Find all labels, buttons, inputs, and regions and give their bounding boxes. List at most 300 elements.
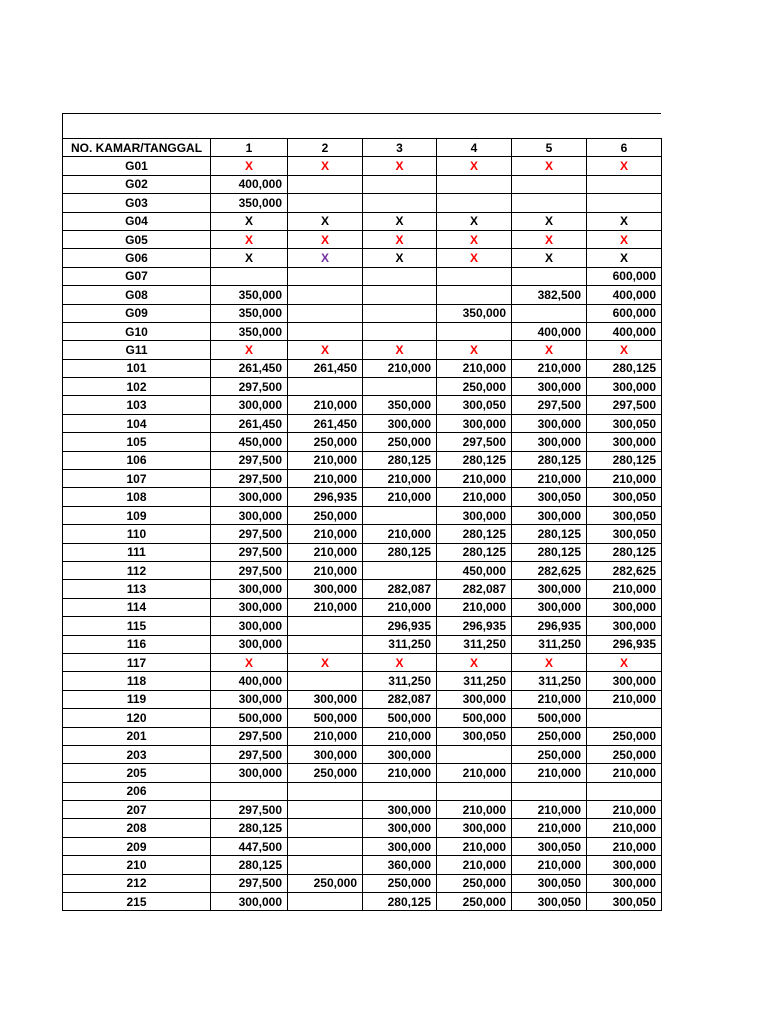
room-number: 212	[63, 874, 211, 892]
rate-cell	[512, 304, 587, 322]
rate-cell: 210,000	[288, 451, 363, 469]
rate-cell: 261,450	[211, 359, 288, 377]
room-number: 203	[63, 745, 211, 763]
rate-cell	[288, 801, 363, 819]
rate-cell: 311,250	[363, 635, 437, 653]
unavailable-mark: X	[512, 341, 587, 359]
table-row	[63, 212, 662, 230]
table-row	[63, 801, 662, 819]
table-row	[63, 672, 662, 690]
rate-cell: 210,000	[512, 359, 587, 377]
rate-cell	[363, 561, 437, 579]
room-number: 118	[63, 672, 211, 690]
unavailable-mark: X	[587, 157, 662, 175]
rate-cell	[288, 782, 363, 800]
table-row	[63, 506, 662, 524]
rate-cell: 300,000	[211, 396, 288, 414]
rate-cell: 210,000	[437, 856, 512, 874]
rate-cell: 300,000	[211, 690, 288, 708]
rate-cell: 210,000	[363, 470, 437, 488]
rate-cell: 300,000	[288, 690, 363, 708]
room-number: 117	[63, 653, 211, 671]
rate-cell: 296,935	[512, 617, 587, 635]
rate-cell: 210,000	[437, 359, 512, 377]
rate-cell	[288, 194, 363, 212]
rate-cell: 311,250	[512, 635, 587, 653]
table-row	[63, 782, 662, 800]
rate-cell: 300,000	[363, 837, 437, 855]
rate-cell	[288, 175, 363, 193]
rate-cell: 280,125	[587, 543, 662, 561]
rate-cell: 400,000	[587, 322, 662, 340]
room-number: 101	[63, 359, 211, 377]
rate-cell: 210,000	[512, 470, 587, 488]
rate-cell: 300,000	[587, 433, 662, 451]
room-number: G04	[63, 212, 211, 230]
table-row	[63, 451, 662, 469]
rate-cell: 297,500	[587, 396, 662, 414]
rate-cell: 250,000	[288, 433, 363, 451]
table-row	[63, 635, 662, 653]
rate-cell: 311,250	[512, 672, 587, 690]
rate-cell: 300,000	[512, 433, 587, 451]
rate-cell: 300,050	[437, 727, 512, 745]
rate-cell	[587, 709, 662, 727]
rate-cell	[587, 175, 662, 193]
unavailable-mark: X	[211, 212, 288, 230]
rate-cell	[363, 782, 437, 800]
rate-cell: 210,000	[512, 764, 587, 782]
unavailable-mark: X	[512, 653, 587, 671]
rate-cell	[437, 194, 512, 212]
rate-cell: 300,000	[211, 617, 288, 635]
rate-cell: 280,125	[587, 451, 662, 469]
rate-cell: 282,087	[363, 580, 437, 598]
rate-cell	[288, 286, 363, 304]
room-rate-table	[62, 138, 662, 911]
rate-cell: 500,000	[363, 709, 437, 727]
rate-cell: 210,000	[288, 470, 363, 488]
rate-cell: 450,000	[437, 561, 512, 579]
rate-cell: 210,000	[587, 470, 662, 488]
room-number: 114	[63, 598, 211, 616]
rate-cell: 350,000	[211, 286, 288, 304]
room-number: G11	[63, 341, 211, 359]
rate-cell: 280,125	[363, 543, 437, 561]
rate-cell: 500,000	[211, 709, 288, 727]
rate-cell	[288, 819, 363, 837]
rate-cell: 447,500	[211, 837, 288, 855]
rate-cell: 250,000	[437, 893, 512, 911]
room-number: 105	[63, 433, 211, 451]
unavailable-mark: X	[363, 157, 437, 175]
rate-cell: 300,000	[512, 598, 587, 616]
room-number: G07	[63, 267, 211, 285]
unavailable-mark: X	[587, 212, 662, 230]
table-row	[63, 433, 662, 451]
unavailable-mark: X	[512, 230, 587, 248]
header-day-5: 5	[512, 139, 587, 157]
rate-cell	[363, 304, 437, 322]
rate-cell	[288, 322, 363, 340]
rate-cell: 350,000	[211, 304, 288, 322]
rate-cell: 350,000	[211, 322, 288, 340]
rate-cell	[437, 267, 512, 285]
unavailable-mark: X	[363, 212, 437, 230]
rate-cell: 300,050	[512, 837, 587, 855]
rate-cell: 250,000	[437, 874, 512, 892]
rate-cell	[288, 837, 363, 855]
rate-cell: 210,000	[587, 837, 662, 855]
rate-cell: 297,500	[211, 451, 288, 469]
rate-cell: 250,000	[512, 745, 587, 763]
unavailable-mark: X	[288, 341, 363, 359]
rate-cell	[512, 782, 587, 800]
rate-cell: 600,000	[587, 304, 662, 322]
room-number: 116	[63, 635, 211, 653]
table-row	[63, 304, 662, 322]
rate-cell: 297,500	[211, 525, 288, 543]
rate-cell: 296,935	[437, 617, 512, 635]
rate-cell: 300,050	[512, 893, 587, 911]
unavailable-mark: X	[211, 230, 288, 248]
rate-cell: 296,935	[288, 488, 363, 506]
table-row	[63, 359, 662, 377]
rate-cell: 210,000	[437, 488, 512, 506]
rate-cell: 300,000	[211, 635, 288, 653]
rate-cell	[363, 378, 437, 396]
rate-cell: 300,000	[211, 488, 288, 506]
rate-cell: 350,000	[211, 194, 288, 212]
rate-cell	[437, 175, 512, 193]
rate-cell	[288, 267, 363, 285]
rate-cell: 300,000	[587, 617, 662, 635]
blank-title-row	[62, 113, 661, 138]
rate-cell: 300,000	[437, 506, 512, 524]
rate-cell: 297,500	[211, 543, 288, 561]
room-number: 103	[63, 396, 211, 414]
header-room-date: NO. KAMAR/TANGGAL	[63, 139, 211, 157]
rate-cell: 300,000	[512, 580, 587, 598]
room-number: G01	[63, 157, 211, 175]
header-day-2: 2	[288, 139, 363, 157]
rate-cell: 300,050	[587, 414, 662, 432]
rate-cell: 300,050	[587, 488, 662, 506]
rate-cell: 382,500	[512, 286, 587, 304]
rate-cell: 300,000	[587, 874, 662, 892]
unavailable-mark: X	[587, 341, 662, 359]
rate-cell: 400,000	[512, 322, 587, 340]
rate-cell: 400,000	[211, 175, 288, 193]
unavailable-mark: X	[437, 157, 512, 175]
rate-cell: 300,000	[211, 893, 288, 911]
rate-cell	[288, 617, 363, 635]
room-number: G05	[63, 230, 211, 248]
rate-cell: 210,000	[363, 359, 437, 377]
unavailable-mark: X	[437, 230, 512, 248]
room-number: 208	[63, 819, 211, 837]
room-number: G02	[63, 175, 211, 193]
rate-cell: 300,050	[437, 396, 512, 414]
rate-cell: 210,000	[587, 801, 662, 819]
unavailable-mark: X	[211, 653, 288, 671]
rate-cell: 280,125	[363, 451, 437, 469]
rate-cell: 250,000	[288, 506, 363, 524]
rate-cell: 210,000	[437, 470, 512, 488]
rate-cell: 282,087	[363, 690, 437, 708]
table-row	[63, 267, 662, 285]
rate-cell: 210,000	[437, 764, 512, 782]
rate-cell: 300,000	[211, 598, 288, 616]
rate-cell	[288, 635, 363, 653]
header-day-1: 1	[211, 139, 288, 157]
rate-cell: 210,000	[288, 561, 363, 579]
rate-cell: 210,000	[587, 690, 662, 708]
rate-cell	[437, 745, 512, 763]
rate-cell: 500,000	[288, 709, 363, 727]
rate-cell: 210,000	[288, 598, 363, 616]
rate-cell: 300,000	[211, 506, 288, 524]
rate-cell: 210,000	[288, 525, 363, 543]
table-row	[63, 322, 662, 340]
room-number: 108	[63, 488, 211, 506]
rate-cell: 300,050	[587, 506, 662, 524]
unavailable-mark: X	[363, 341, 437, 359]
rate-cell: 297,500	[211, 470, 288, 488]
unavailable-mark: X	[512, 212, 587, 230]
rate-cell	[363, 267, 437, 285]
rate-cell: 297,500	[211, 874, 288, 892]
unavailable-mark: X	[437, 341, 512, 359]
rate-cell: 210,000	[363, 764, 437, 782]
room-number: G10	[63, 322, 211, 340]
table-row	[63, 470, 662, 488]
rate-cell: 210,000	[512, 856, 587, 874]
rate-cell: 280,125	[211, 819, 288, 837]
unavailable-mark: X	[363, 230, 437, 248]
rate-cell: 297,500	[211, 727, 288, 745]
table-row	[63, 617, 662, 635]
table-row	[63, 598, 662, 616]
rate-cell: 297,500	[437, 433, 512, 451]
unavailable-mark: X	[288, 249, 363, 267]
rate-cell: 300,000	[363, 801, 437, 819]
unavailable-mark: X	[587, 653, 662, 671]
table-row	[63, 249, 662, 267]
rate-cell	[512, 194, 587, 212]
table-row	[63, 874, 662, 892]
table-row	[63, 525, 662, 543]
table-row	[63, 893, 662, 911]
table-row	[63, 561, 662, 579]
room-number: 206	[63, 782, 211, 800]
unavailable-mark: X	[211, 157, 288, 175]
rate-cell	[437, 286, 512, 304]
rate-cell: 311,250	[437, 635, 512, 653]
header-row	[63, 139, 662, 157]
rate-cell: 210,000	[288, 396, 363, 414]
table-row	[63, 175, 662, 193]
unavailable-mark: X	[437, 212, 512, 230]
rate-cell: 297,500	[512, 396, 587, 414]
rate-cell: 400,000	[587, 286, 662, 304]
rate-cell: 250,000	[363, 874, 437, 892]
rate-cell: 250,000	[363, 433, 437, 451]
rate-cell: 300,000	[437, 690, 512, 708]
rate-cell	[363, 286, 437, 304]
rate-cell: 300,000	[587, 856, 662, 874]
rate-cell: 300,050	[587, 893, 662, 911]
rate-cell	[288, 304, 363, 322]
rate-cell: 250,000	[288, 764, 363, 782]
rate-cell: 280,125	[512, 543, 587, 561]
rate-cell	[512, 175, 587, 193]
room-number: 109	[63, 506, 211, 524]
table-row	[63, 396, 662, 414]
rate-cell: 210,000	[587, 764, 662, 782]
rate-cell	[288, 378, 363, 396]
rate-cell	[211, 782, 288, 800]
rate-cell: 400,000	[211, 672, 288, 690]
rate-cell: 296,935	[587, 635, 662, 653]
rate-cell: 280,125	[437, 543, 512, 561]
table-row	[63, 341, 662, 359]
table-row	[63, 488, 662, 506]
rate-cell: 300,000	[587, 598, 662, 616]
unavailable-mark: X	[512, 249, 587, 267]
rate-cell: 311,250	[437, 672, 512, 690]
unavailable-mark: X	[288, 230, 363, 248]
rate-cell: 300,000	[211, 580, 288, 598]
unavailable-mark: X	[587, 230, 662, 248]
room-number: 110	[63, 525, 211, 543]
rate-cell: 210,000	[363, 727, 437, 745]
rate-cell: 300,000	[211, 764, 288, 782]
rate-cell	[437, 322, 512, 340]
table-row	[63, 819, 662, 837]
rate-cell	[587, 782, 662, 800]
room-number: 120	[63, 709, 211, 727]
rate-cell: 282,087	[437, 580, 512, 598]
table-row	[63, 194, 662, 212]
rate-cell: 280,125	[512, 451, 587, 469]
rate-cell: 297,500	[211, 561, 288, 579]
unavailable-mark: X	[437, 653, 512, 671]
room-number: 210	[63, 856, 211, 874]
rate-cell: 500,000	[512, 709, 587, 727]
header-day-6: 6	[587, 139, 662, 157]
rate-cell: 280,125	[512, 525, 587, 543]
rate-cell: 280,125	[437, 451, 512, 469]
rate-cell: 280,125	[437, 525, 512, 543]
rate-cell: 300,000	[512, 378, 587, 396]
header-day-3: 3	[363, 139, 437, 157]
table-row	[63, 727, 662, 745]
rate-cell: 261,450	[288, 414, 363, 432]
room-number: 209	[63, 837, 211, 855]
table-row	[63, 580, 662, 598]
unavailable-mark: X	[512, 157, 587, 175]
rate-cell: 311,250	[363, 672, 437, 690]
rate-cell	[288, 893, 363, 911]
header-day-4: 4	[437, 139, 512, 157]
unavailable-mark: X	[288, 212, 363, 230]
unavailable-mark: X	[363, 653, 437, 671]
room-number: 119	[63, 690, 211, 708]
rate-cell: 300,000	[363, 819, 437, 837]
rate-cell: 210,000	[288, 727, 363, 745]
rate-cell: 300,000	[437, 819, 512, 837]
table-row	[63, 543, 662, 561]
unavailable-mark: X	[363, 249, 437, 267]
room-number: 207	[63, 801, 211, 819]
rate-cell: 600,000	[587, 267, 662, 285]
rate-cell	[211, 267, 288, 285]
rate-cell: 282,625	[587, 561, 662, 579]
rate-cell: 210,000	[437, 801, 512, 819]
rate-cell: 210,000	[363, 598, 437, 616]
rate-cell: 500,000	[437, 709, 512, 727]
rate-cell: 210,000	[437, 598, 512, 616]
room-number: 113	[63, 580, 211, 598]
rate-sheet	[62, 113, 661, 911]
rate-cell: 280,125	[211, 856, 288, 874]
table-row	[63, 690, 662, 708]
table-row	[63, 653, 662, 671]
room-number: 115	[63, 617, 211, 635]
rate-cell: 300,000	[587, 672, 662, 690]
table-row	[63, 764, 662, 782]
rate-cell: 350,000	[437, 304, 512, 322]
rate-cell: 300,000	[512, 506, 587, 524]
room-number: G06	[63, 249, 211, 267]
room-number: G09	[63, 304, 211, 322]
room-number: 201	[63, 727, 211, 745]
rate-cell: 250,000	[587, 745, 662, 763]
rate-cell: 210,000	[512, 801, 587, 819]
rate-cell: 300,000	[363, 414, 437, 432]
rate-cell: 300,000	[587, 378, 662, 396]
rate-cell	[288, 856, 363, 874]
rate-cell: 300,050	[587, 525, 662, 543]
room-number: 205	[63, 764, 211, 782]
rate-cell: 297,500	[211, 801, 288, 819]
rate-cell: 297,500	[211, 378, 288, 396]
rate-cell	[587, 194, 662, 212]
rate-cell	[363, 322, 437, 340]
rate-cell: 350,000	[363, 396, 437, 414]
room-number: 106	[63, 451, 211, 469]
rate-cell: 250,000	[512, 727, 587, 745]
unavailable-mark: X	[288, 653, 363, 671]
unavailable-mark: X	[288, 157, 363, 175]
table-row	[63, 230, 662, 248]
room-number: G08	[63, 286, 211, 304]
rate-cell: 300,000	[288, 580, 363, 598]
rate-cell: 300,000	[363, 745, 437, 763]
unavailable-mark: X	[211, 249, 288, 267]
rate-cell: 300,000	[288, 745, 363, 763]
rate-cell: 280,125	[363, 893, 437, 911]
rate-cell: 210,000	[587, 819, 662, 837]
rate-cell: 210,000	[288, 543, 363, 561]
rate-cell: 300,000	[512, 414, 587, 432]
table-row	[63, 157, 662, 175]
room-number: 112	[63, 561, 211, 579]
rate-cell	[512, 267, 587, 285]
rate-cell: 261,450	[211, 414, 288, 432]
rate-cell: 210,000	[512, 690, 587, 708]
